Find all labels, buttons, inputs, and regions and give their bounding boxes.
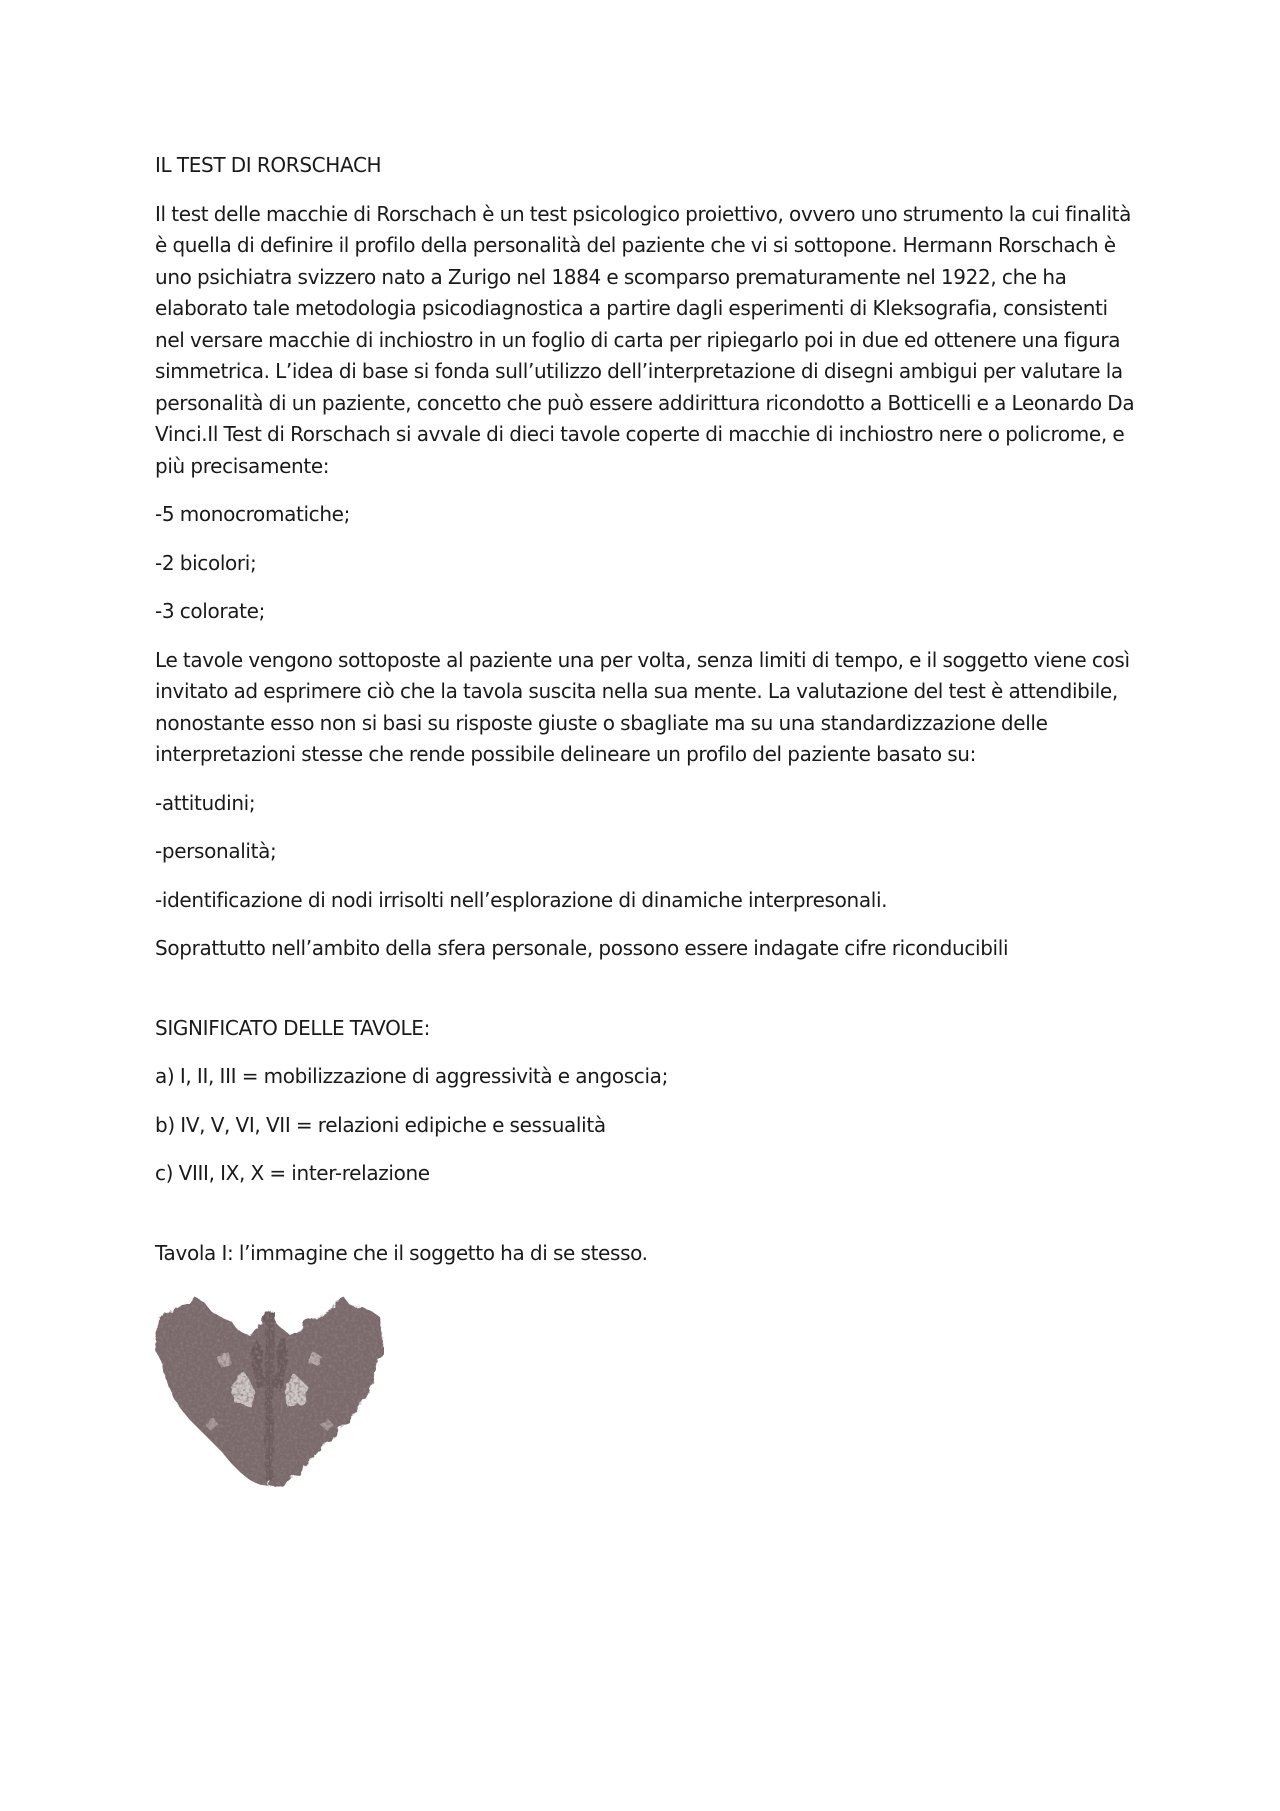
procedure-paragraph: Le tavole vengono sottoposte al paziente una per volta, senza limiti di tempo, e il soggetto viene così invitato ad esprimere ciò che la tavola suscita nella sua mente. La valutazione del test è attendibile, nonostante esso non si basi su risposte giuste o sbagliate ma su una standardizzazione delle interpretazioni stesse che rende possibile delineare un profilo del paziente basato su: [155, 647, 1130, 766]
profile-item-personality: -personalità; [155, 839, 277, 863]
tavola-caption: Tavola I: l’immagine che il soggetto ha di se stesso. [155, 1240, 648, 1265]
meaning-heading: SIGNIFICATO DELLE TAVOLE: [155, 1015, 430, 1040]
rorschach-inkblot-image [155, 1291, 384, 1491]
meaning-item-c: c) VIII, IX, X = inter-relazione [155, 1161, 430, 1185]
meaning-item-a: a) I, II, III = mobilizzazione di aggressività e angoscia; [155, 1064, 668, 1088]
table-type-colored: -3 colorate; [155, 599, 265, 623]
inkblot-icon [155, 1291, 384, 1491]
spacer [155, 1190, 1140, 1238]
spacer [155, 965, 1140, 1013]
profile-item-attitudes: -attitudini; [155, 790, 256, 815]
profile-item-unresolved-nodes: -identificazione di nodi irrisolti nell’esplorazione di dinamiche interpresonali. [155, 887, 888, 912]
table-type-bicolor: -2 bicolori; [155, 550, 257, 575]
document-title: IL TEST DI RORSCHACH [155, 153, 382, 177]
intro-paragraph: Il test delle macchie di Rorschach è un test psicologico proiettivo, ovvero uno strumento la cui finalità è quella di definire il profilo della personalità del paziente che vi si sottopone. Hermann Rorschach è uno psichiatra svizzero nato a Zurigo nel 1884 e scomparso prematuramente nel 1922, che ha elaborato tale metodologia psicodiagnostica a partire dagli esperimenti di Kleksografia, consistenti nel versare macchie di inchiostro in un foglio di carta per ripiegarlo poi in due ed ottenere una figura simmetrica. L’idea di base si fonda sull’utilizzo dell’interpretazione di disegni ambigui per valutare la personalità di un paziente, concetto che può essere addirittura ricondotto a Botticelli e a Leonardo Da Vinci.Il Test di Rorschach si avvale di dieci tavole coperte di macchie di inchiostro nere o policrome, e più precisamente: [155, 201, 1135, 478]
meaning-item-b: b) IV, V, VI, VII = relazioni edipiche e sessualità [155, 1112, 606, 1137]
table-type-monochrome: -5 monocromatiche; [155, 502, 350, 526]
closing-paragraph: Soprattutto nell’ambito della sfera personale, possono essere indagate cifre riconducibili [155, 936, 1009, 960]
document-page [155, 150, 1140, 1491]
